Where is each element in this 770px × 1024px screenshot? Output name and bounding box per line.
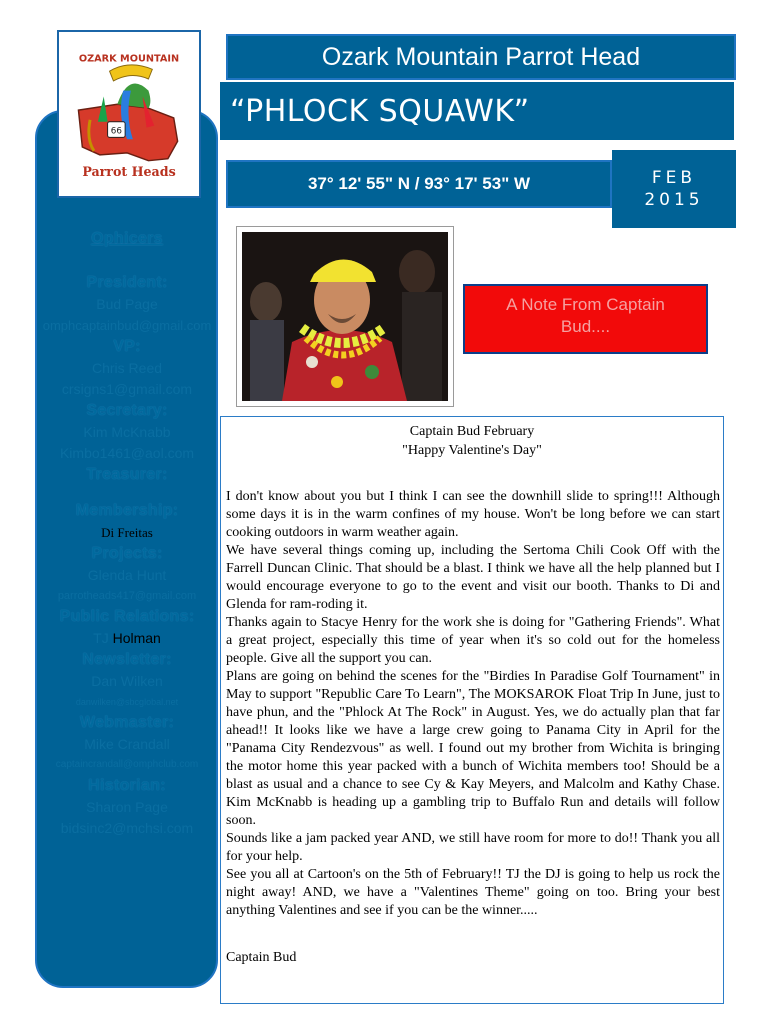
- letter-paragraph: Plans are going on behind the scenes for the "Birdies In Paradise Golf Tournament" in May to support "Republic Care To Learn", The MOKSAROK Float Trip In June, just to have phun, and the "Phlock At The Rock" in August. Yes, we do actually plan that far ahead!! It looks like we have a large crew going to Panama City in April for the "Panama City Rendezvous" as well. I found out my brother from Wichita is bringing the motor home this year packed with a bunch of Wichita members too! Should be a blast as usual and a chance to see Cy & Kay Meyers, and Malcolm and Kathy Chase. Kim McKnabb is heading up a gambling trip to Buffalo Run and details will follow soon.: [226, 669, 720, 828]
- issue-month: FEB: [651, 168, 697, 188]
- historian-name: Sharon Page: [86, 799, 168, 815]
- letter-paragraph: We have several things coming up, including the Sertoma Chili Cook Off with the Farrell Duncan Clinic. That should be a blast. I think we have all the help planned but I would encourage everyone to go to the event and visit our booth. Thanks to Di and Glenda for ram-roding it.: [226, 543, 720, 612]
- note-headline-box: [463, 284, 708, 354]
- projects-name: Glenda Hunt: [87, 567, 167, 583]
- letter-paragraph: Thanks again to Stacye Henry for the work she is doing for "Gathering Friends". What a great project, especially this time of year when it's so cold out for the homeless people. Give all the support you can.: [226, 615, 720, 666]
- vp-title: VP:: [113, 338, 141, 355]
- secretary-email[interactable]: Kimbo1461@aol.com: [59, 445, 195, 461]
- letter-body: [226, 488, 720, 920]
- club-logo: [57, 30, 201, 198]
- note-headline-line1: A Note From Captain: [506, 295, 665, 314]
- pr-name: [37, 628, 217, 649]
- president-title: President:: [86, 274, 168, 291]
- president-email[interactable]: omphcaptainbud@gmail.com: [42, 318, 212, 333]
- president-name: Bud Page: [96, 296, 158, 312]
- pr-name-last: Holman: [112, 630, 161, 646]
- projects-title: Projects:: [91, 545, 163, 562]
- newsletter-name: “PHLOCK SQUAWK”: [220, 82, 734, 140]
- membership-name: Di Freitas: [101, 525, 153, 540]
- logo-bottom-text: Parrot Heads: [82, 164, 176, 180]
- membership-title: Membership:: [75, 502, 179, 519]
- captain-photo: [236, 226, 454, 407]
- note-headline-line2: Bud....: [560, 317, 611, 336]
- treasurer-title: Treasurer:: [86, 466, 168, 483]
- coordinates-bar: 37° 12' 55" N / 93° 17' 53" W: [226, 160, 612, 208]
- letter-paragraph: I don't know about you but I think I can see the downhill slide to spring!!! Although some days it is in the warm confines of my house. Won't be long before we can start cooking outdoors in warm weather again.: [226, 489, 720, 540]
- historian-email[interactable]: bidsinc2@mchsi.com: [60, 820, 194, 836]
- pr-name-first: TJ: [93, 630, 109, 646]
- historian-title: Historian:: [88, 777, 166, 794]
- letter-heading-line1: Captain Bud February: [409, 424, 535, 439]
- newsletter-email[interactable]: danwilken@sbcglobal.net: [75, 697, 179, 707]
- issue-year: 2015: [644, 190, 704, 210]
- party-photo-image: [242, 232, 448, 401]
- webmaster-name: Mike Crandall: [84, 736, 170, 752]
- vp-email[interactable]: crsigns1@gmail.com: [61, 381, 193, 397]
- issue-date: [612, 150, 736, 228]
- secretary-name: Kim McKnabb: [83, 424, 171, 440]
- vp-name: Chris Reed: [91, 360, 163, 376]
- webmaster-email[interactable]: captaincrandall@omphclub.com: [55, 759, 199, 770]
- newsletter-club-title: Ozark Mountain Parrot Head: [226, 34, 736, 80]
- officers-heading: Ophicers: [91, 230, 163, 247]
- route-66-text: 66: [110, 126, 122, 137]
- letter-heading-line2: "Happy Valentine's Day": [402, 443, 542, 458]
- pr-title: Public Relations:: [59, 608, 195, 625]
- logo-top-text: OZARK MOUNTAIN: [78, 53, 180, 65]
- webmaster-title: Webmaster:: [79, 714, 175, 731]
- captain-letter: [220, 416, 724, 1004]
- letter-signature: Captain Bud: [226, 950, 297, 965]
- officers-list: [37, 228, 217, 839]
- letter-paragraph: See you all at Cartoon's on the 5th of February!! TJ the DJ is going to help us rock the night away! AND, we have a "Valentines Theme" going on too. Bring your best anything Valentines and see if you can be the winner.....: [226, 867, 720, 918]
- newsletter-editor-name: Dan Wilken: [91, 673, 163, 689]
- newsletter-title: Newsletter:: [82, 651, 172, 668]
- letter-paragraph: Sounds like a jam packed year AND, we still have room for more to do!! Thank you all for your help.: [226, 831, 720, 864]
- projects-email[interactable]: parrotheads417@gmail.com: [57, 590, 197, 602]
- letter-heading: [221, 422, 723, 460]
- secretary-title: Secretary:: [86, 402, 168, 419]
- parrot-head-logo-icon: [59, 32, 199, 196]
